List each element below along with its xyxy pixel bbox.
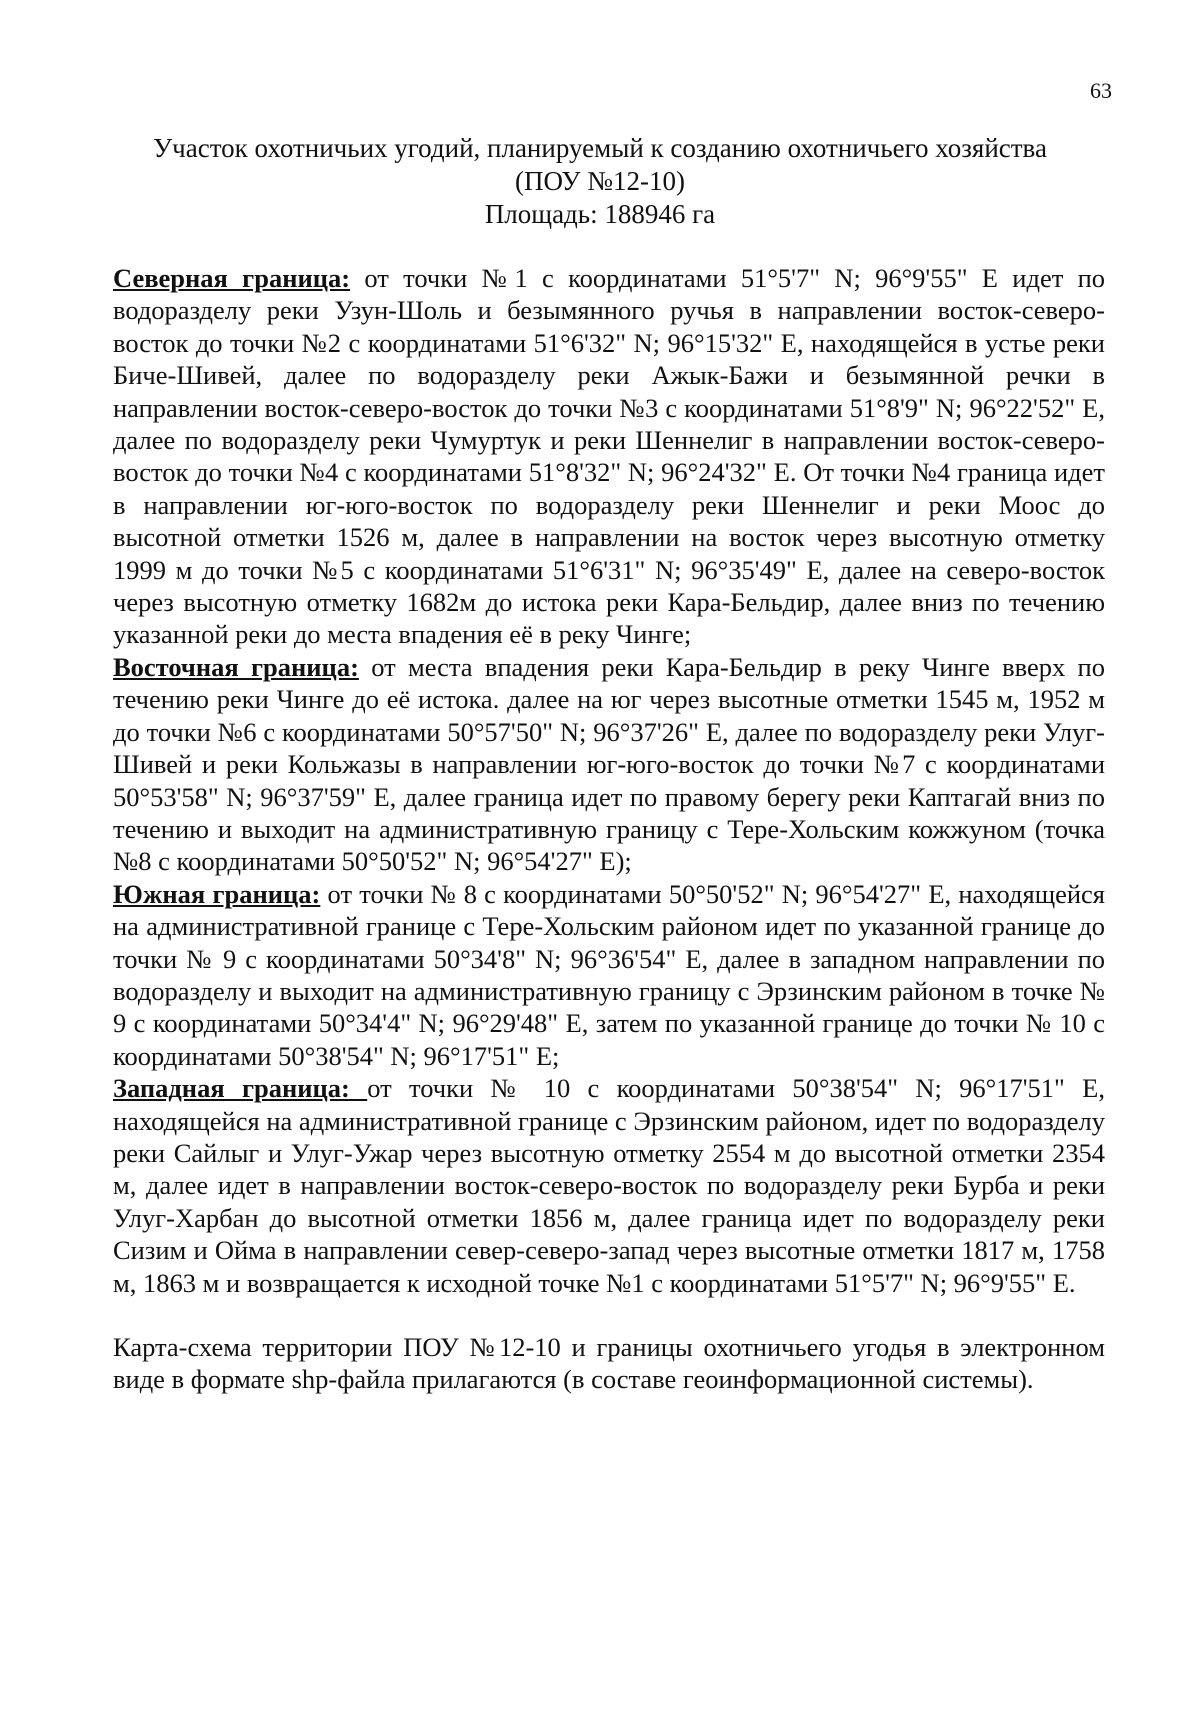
page-number: 63	[1090, 78, 1112, 103]
west-boundary-paragraph	[113, 1072, 1105, 1299]
south-boundary-heading: Южная граница:	[113, 878, 321, 909]
title-line-2: (ПОУ №12-10)	[514, 166, 686, 196]
east-boundary-heading: Восточная граница:	[113, 651, 359, 682]
document-body	[113, 262, 1105, 1396]
north-boundary-paragraph	[113, 262, 1105, 651]
document-title	[0, 132, 1200, 231]
title-line-1: Участок охотничьих угодий, планируемый к созданию охотничьего хозяйства	[153, 133, 1047, 163]
south-boundary-text: от точки № 8 с координатами 50°50'52" N; 96°54'27" E, находящейся на административной границе с Тере-Хольским районом идет по указанной границе до точки № 9 с координатами 50°34'8" N; 96°36'54" E, далее в западном направлении по водоразделу и выходит на административную границу с Эрзинским районом в точке № 9 с координатами 50°34'4" N; 96°29'48" E, затем по указанной границе до точки № 10 с координатами 50°38'54" N; 96°17'51" E;	[113, 878, 1105, 1071]
north-boundary-text: от точки №1 с координатами 51°5'7" N; 96°9'55" E идет по водоразделу реки Узун-Шоль и безымянного ручья в направлении восток-северо-восток до точки №2 с координатами 51°6'32" N; 96°15'32" E, находящейся в устье реки Биче-Шивей, далее по водоразделу реки Ажык-Бажи и безымянной речки в направлении восток-северо-восток до точки №3 с координатами 51°8'9" N; 96°22'52" E, далее по водоразделу реки Чумуртук и реки Шеннелиг в направлении восток-северо-восток до точки №4 с координатами 51°8'32" N; 96°24'32" E. От точки №4 граница идет в направлении юг-юго-восток по водоразделу реки Шеннелиг и реки Моос до высотной отметки 1526 м, далее в направлении на восток через высотную отметку 1999 м до точки №5 с координатами 51°6'31" N; 96°35'49" E, далее на северо-восток через высотную отметку 1682м до истока реки Кара-Бельдир, далее вниз по течению указанной реки до места впадения её в реку Чинге;	[113, 263, 1105, 650]
east-boundary-text: от места впадения реки Кара-Бельдир в реку Чинге вверх по течению реки Чинге до её истока. далее на юг через высотные отметки 1545 м, 1952 м до точки №6 с координатами 50°57'50" N; 96°37'26" E, далее по водоразделу реки Улуг-Шивей и реки Кольжазы в направлении юг-юго-восток до точки №7 с координатами 50°53'58" N; 96°37'59" E, далее граница идет по правому берегу реки Каптагай вниз по течению и выходит на административную границу с Тере-Хольским кожжуном (точка №8 с координатами 50°50'52" N; 96°54'27" E);	[113, 651, 1105, 877]
west-boundary-text: от точки № 10 с координатами 50°38'54" N; 96°17'51" E, находящейся на административной границе с Эрзинским районом, идет по водоразделу реки Сайлыг и Улуг-Ужар через высотную отметку 2554 м до высотной отметки 2354 м, далее идет в направлении восток-северо-восток по водоразделу реки Бурба и реки Улуг-Харбан до высотной отметки 1856 м, далее граница идет по водоразделу реки Сизим и Ойма в направлении север-северо-запад через высотные отметки 1817 м, 1758 м, 1863 м и возвращается к исходной точке №1 с координатами 51°5'7" N; 96°9'55" E.	[113, 1073, 1105, 1298]
north-boundary-heading: Северная граница:	[113, 263, 351, 293]
west-boundary-heading: Западная граница:	[113, 1073, 368, 1104]
east-boundary-paragraph	[113, 651, 1105, 878]
title-line-3: Площадь: 188946 га	[484, 199, 716, 229]
map-note-paragraph: Карта-схема территории ПОУ №12-10 и границы охотничьего угодья в электронном виде в формате shp-файла прилагаются (в составе геоинформационной системы).	[113, 1332, 1105, 1395]
south-boundary-paragraph	[113, 878, 1105, 1072]
